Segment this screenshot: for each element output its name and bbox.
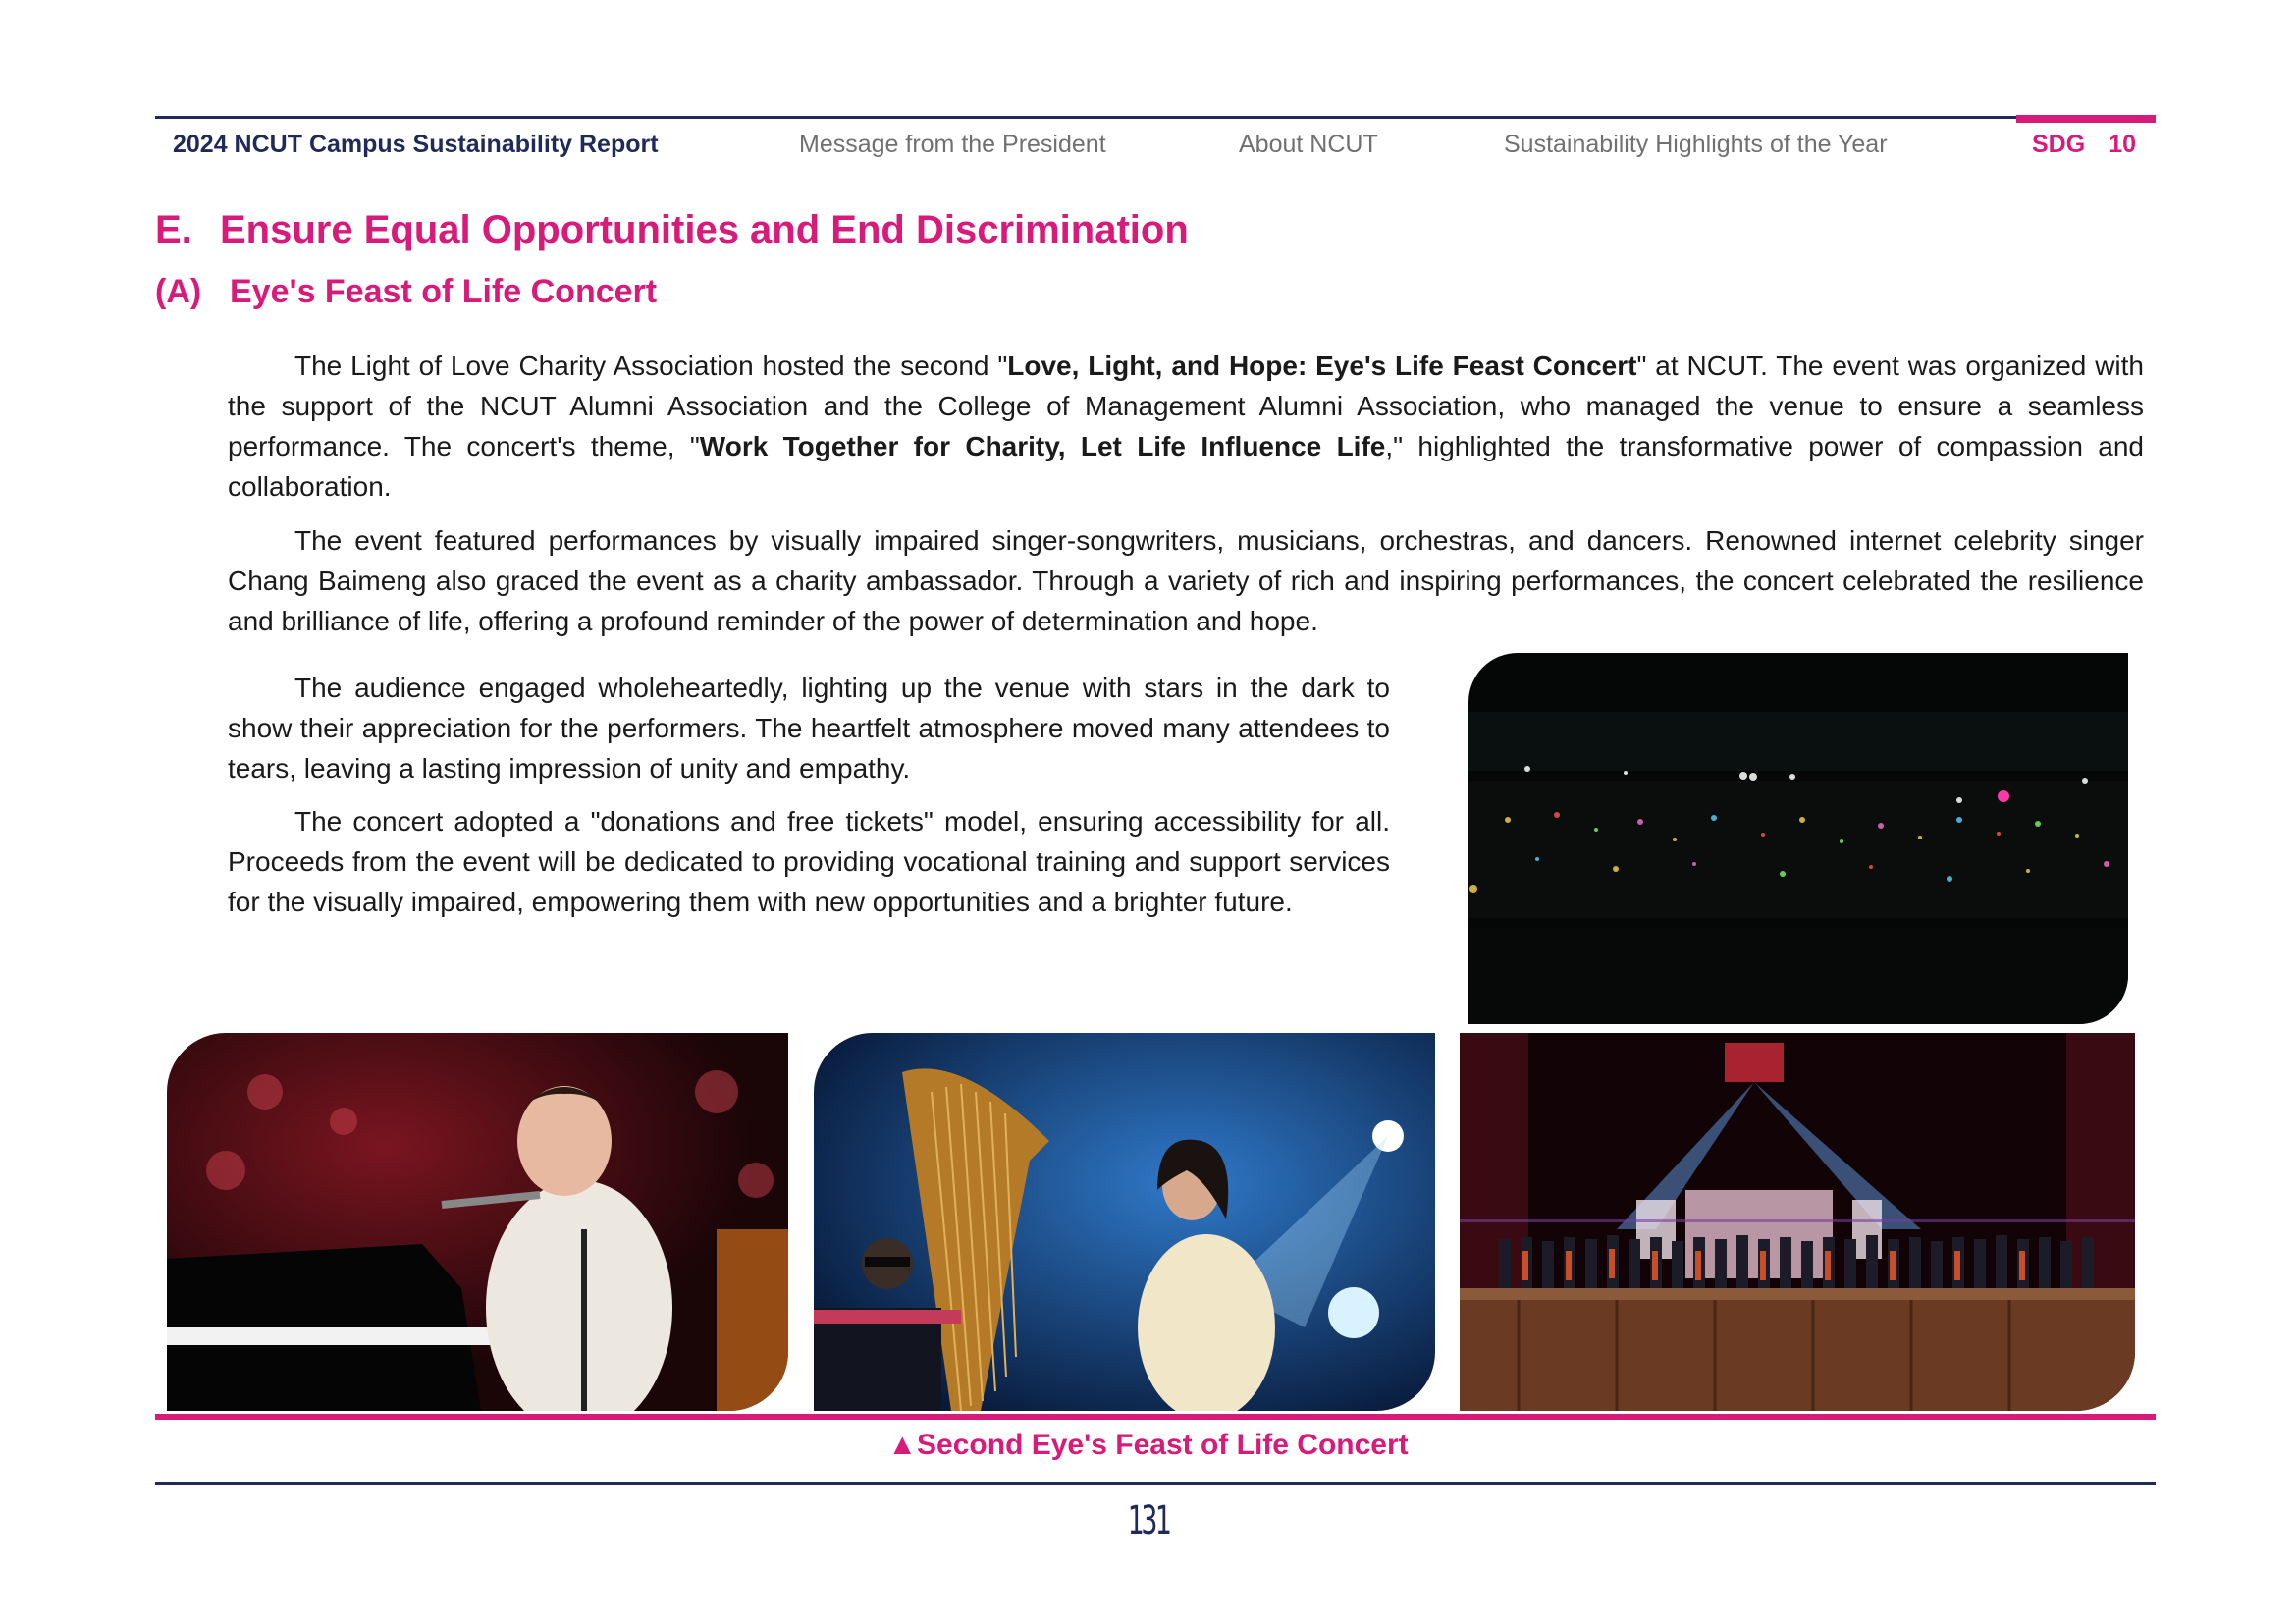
photo-stage-group [1460, 1033, 2135, 1411]
p1-text-c: " at NCUT. The event was organized with the support of the NCUT Alumni Association and the College of Management Alumni Association, who managed the venue to ensure a seamless performance. The concert's theme, " [228, 351, 2144, 461]
photo-audience-lights [1468, 653, 2128, 1024]
sdg-label: SDG [2032, 131, 2086, 158]
subsection-number: (A) [155, 273, 202, 310]
photo-piano-singer [167, 1033, 788, 1411]
page-number: 131 [1127, 1498, 1169, 1543]
p1-theme: Work Together for Charity, Let Life Influence Life [699, 431, 1386, 461]
nav-sustainability-highlights[interactable]: Sustainability Highlights of the Year [1504, 131, 1888, 158]
subsection-title: Eye's Feast of Life Concert [230, 273, 658, 310]
paragraph-intro [228, 346, 2144, 507]
header-rule [155, 116, 2016, 119]
section-number: E. [155, 208, 192, 251]
section-heading [155, 208, 1189, 252]
sdg-number: 10 [2109, 131, 2136, 158]
paragraph-donations: The concert adopted a "donations and free tickets" model, ensuring accessibility for all. Proceeds from the event will be dedicated to providing vocational training and support services for the visually impaired, empowering them with new opportunities and a brighter future. [228, 806, 1390, 917]
nav-about-ncut[interactable]: About NCUT [1239, 131, 1378, 158]
p1-text-a: The Light of Love Charity Association hosted the second " [294, 351, 1008, 381]
paragraph-performances: The event featured performances by visually impaired singer-songwriters, musicians, orchestras, and dancers. Renowned internet celebrity singer Chang Baimeng also graced the event as a charity ambassador. Through a variety of rich and inspiring performances, the concert celebrated the resilience and brilliance of life, offering a profound reminder of the power of determination and hope. [228, 525, 2144, 636]
subsection-heading [155, 273, 657, 311]
paragraph-audience: The audience engaged wholeheartedly, lighting up the venue with stars in the dark to show their appreciation for the performers. The heartfelt atmosphere moved many attendees to tears, leaving a lasting impression of unity and empathy. [228, 673, 1390, 784]
header-accent-bar [2016, 115, 2156, 123]
p1-concert-name: Love, Light, and Hope: Eye's Life Feast Concert [1007, 351, 1637, 381]
section-title: Ensure Equal Opportunities and End Discrimination [220, 208, 1189, 251]
footer-rule [155, 1482, 2156, 1485]
nav-president-message[interactable]: Message from the President [799, 131, 1106, 158]
p1-text-e: ," highlighted the transformative power of compassion and collaboration. [228, 431, 2144, 502]
caption-rule [155, 1414, 2156, 1420]
sdg-tag[interactable] [2032, 131, 2136, 159]
photo-harp-player [814, 1033, 1435, 1411]
photo-caption: ▲Second Eye's Feast of Life Concert [887, 1429, 1409, 1461]
report-title: 2024 NCUT Campus Sustainability Report [173, 131, 659, 158]
